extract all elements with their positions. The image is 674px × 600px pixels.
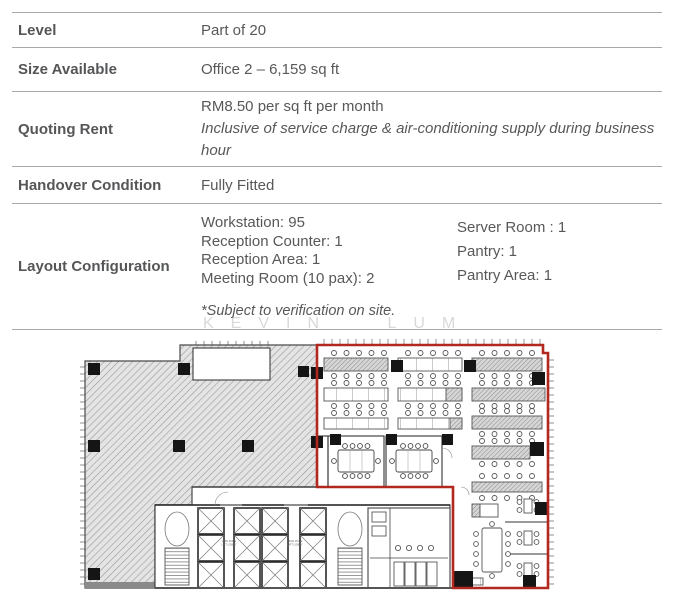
- pantry-server-zone: [457, 474, 548, 586]
- floor-plan-drawing: [80, 336, 570, 598]
- svg-text:LOW ZONE: LOW ZONE: [221, 540, 237, 543]
- size-available-label: Size Available: [18, 61, 117, 78]
- handover-condition-value: Fully Fitted: [201, 176, 275, 194]
- quoting-rent-label: Quoting Rent: [18, 120, 113, 138]
- lift-bank-high-zone: [300, 508, 326, 588]
- layout-item-workstation: Workstation: 95: [201, 214, 305, 231]
- meeting-table-2: [390, 444, 439, 479]
- row-size-available: [12, 47, 662, 91]
- svg-text:HIGH ZONE: HIGH ZONE: [287, 540, 303, 543]
- level-value: Part of 20: [201, 21, 267, 39]
- quoting-rent-value: RM8.50 per sq ft per month: [201, 98, 384, 115]
- layout-item-pantry-area: Pantry Area: 1: [457, 267, 553, 284]
- row-layout-configuration: [12, 203, 662, 330]
- building-core: [155, 505, 453, 588]
- pantry-counter: [472, 482, 542, 492]
- layout-configuration-lists: [201, 214, 662, 288]
- watermark-text: KEVIN LUM: [203, 315, 473, 332]
- meeting-table-1: [332, 444, 381, 479]
- toilet-block: [368, 508, 450, 588]
- layout-item-reception-counter: Reception Counter: 1: [201, 232, 343, 250]
- workstation-area: [324, 351, 545, 467]
- pantry-long-table: [474, 522, 511, 579]
- row-quoting-rent: [12, 91, 662, 166]
- svg-text:LIFT LOBBY: LIFT LOBBY: [287, 543, 303, 547]
- layout-list-right: [457, 214, 566, 288]
- row-handover-condition: [12, 166, 662, 203]
- four-seat-cluster: [517, 563, 539, 577]
- door-arc: [215, 492, 228, 505]
- layout-item-reception-area: Reception Area: 1: [201, 251, 321, 268]
- layout-list-left: [201, 214, 457, 288]
- layout-item-meeting-room: Meeting Room (10 pax): 2: [201, 269, 375, 287]
- size-available-value: Office 2 – 6,159 sq ft: [201, 61, 340, 78]
- layout-item-server-room: Server Room : 1: [457, 219, 567, 236]
- lift-bank-low-zone: [198, 508, 224, 588]
- layout-configuration-label: Layout Configuration: [18, 258, 170, 275]
- quoting-rent-note: Inclusive of service charge & air-conditioning supply during business hour: [201, 120, 655, 159]
- verification-footnote: *Subject to verification on site.: [201, 303, 396, 319]
- level-label: Level: [18, 21, 57, 39]
- four-seat-cluster: [517, 531, 539, 545]
- layout-item-pantry: Pantry: 1: [457, 243, 518, 260]
- handover-condition-label: Handover Condition: [18, 176, 162, 194]
- svg-text:LIFT LOBBY: LIFT LOBBY: [221, 543, 237, 547]
- spec-table: [12, 12, 662, 330]
- facade-notch: [193, 348, 270, 380]
- floor-plan: [80, 336, 570, 598]
- row-level: [12, 12, 662, 47]
